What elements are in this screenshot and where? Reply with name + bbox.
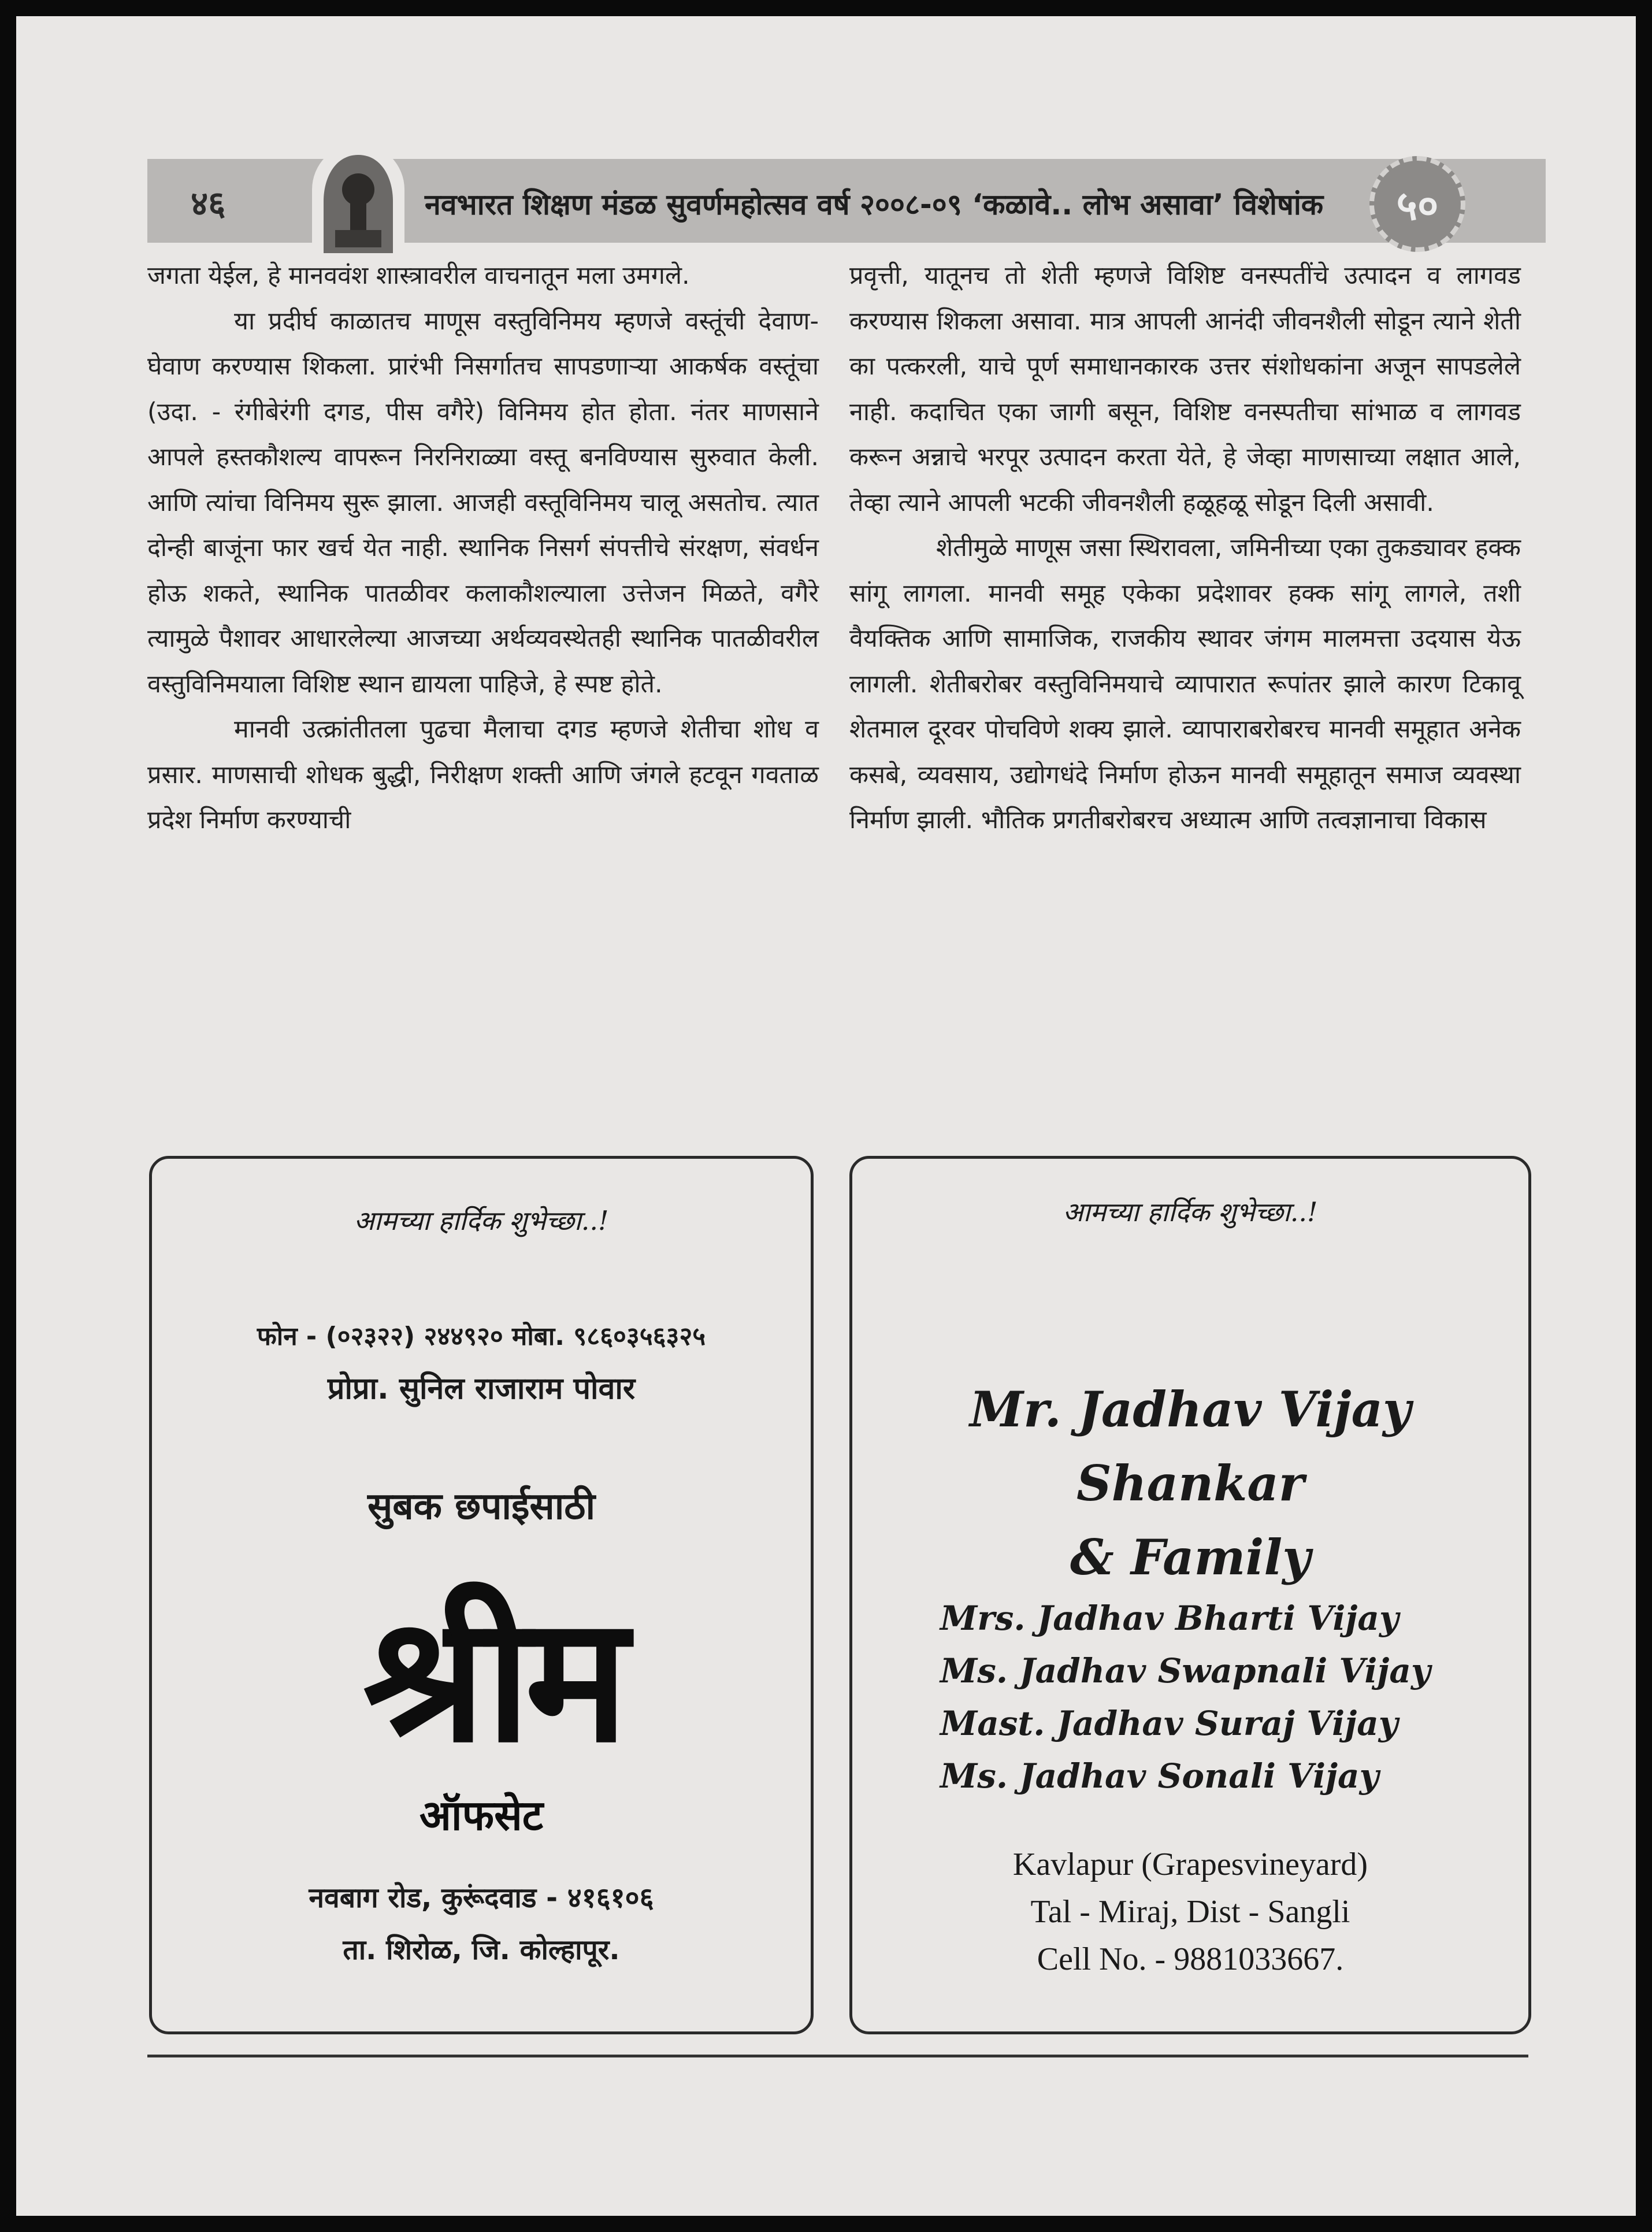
emblem-icon: [312, 143, 404, 259]
bottom-divider: [147, 2055, 1528, 2057]
family-heading-line2: & Family: [1070, 1529, 1311, 1586]
ad-greeting: आमच्या हार्दिक शुभेच्छा..!: [1063, 1196, 1318, 1228]
ad-greeting: आमच्या हार्दिक शुभेच्छा..!: [354, 1205, 609, 1236]
golden-jubilee-badge: ५०: [1369, 156, 1465, 252]
ad-address-line2: ता. शिरोळ, जि. कोल्हापूर.: [343, 1934, 620, 1966]
family-member: Mast. Jadhav Suraj Vijay: [940, 1704, 1398, 1743]
contact-phone: Cell No. - 9881033667.: [1037, 1941, 1344, 1977]
family-heading: [852, 1373, 1528, 1595]
ad-tagline: सुबक छपाईसाठी: [367, 1485, 596, 1528]
article-left-column: [147, 253, 819, 843]
family-member: Ms. Jadhav Sonali Vijay: [940, 1756, 1379, 1796]
advertisement-jadhav-family: [849, 1156, 1531, 2034]
shreem-logo: श्रीम: [363, 1577, 623, 1781]
contact-district: Tal - Miraj, Dist - Sangli: [1030, 1894, 1350, 1930]
article-paragraph: जगता येईल, हे मानववंश शास्त्रावरील वाचनातून मला उमगले.: [147, 261, 690, 290]
family-members: [940, 1592, 1431, 1803]
article-paragraph: शेतीमुळे माणूस जसा स्थिरावला, जमिनीच्या एका तुकड्यावर हक्क सांगू लागला. मानवी समूह एकेका प्रदेशावर हक्क सांगू लागले, तशी वैयक्तिक आणि सामाजिक, राजकीय स्थावर जंगम मालमत्ता उदयास येऊ लागली. शेतीबरोबर वस्तुविनिमयाचे व्यापारात रूपांतर झाले कारण टिकावू शेतमाल दूरवर पोचविणे शक्य झाले. व्यापाराबरोबरच मानवी समूहात अनेक कसबे, व्यवसाय, उद्योगधंदे निर्माण होऊन मानवी समूहातून समाज व्यवस्था निर्माण झाली. भौतिक प्रगतीबरोबरच अध्यात्म आणि तत्वज्ञानाचा विकास: [849, 533, 1521, 835]
article-paragraph: या प्रदीर्घ काळातच माणूस वस्तुविनिमय म्हणजे वस्तूंची देवाण-घेवाण करण्यास शिकला. प्रारंभी निसर्गातच सापडणाऱ्या आकर्षक वस्तूंचा (उदा. - रंगीबेरंगी दगड, पीस वगैरे) विनिमय होत होता. नंतर माणसाने आपले हस्तकौशल्य वापरून निरनिराळ्या वस्तू बनविण्यास सुरुवात केली. आणि त्यांचा विनिमय सुरू झाला. आजही वस्तूविनिमय चालू असतोच. त्यात दोन्ही बाजूंना फार खर्च येत नाही. स्थानिक निसर्ग संपत्तीचे संरक्षण, संवर्धन होऊ शकते, स्थानिक पातळीवर कलाकौशल्याला उत्तेजन मिळते, वगैरे त्यामुळे पैशावर आधारलेल्या आजच्या अर्थव्यवस्थेतही स्थानिक पातळीवरील वस्तुविनिमयाला विशिष्ट स्थान द्यायला पाहिजे, हे स्पष्ट होते.: [147, 306, 819, 699]
ad-proprietor: प्रोप्रा. सुनिल राजाराम पोवार: [327, 1371, 636, 1406]
article-paragraph: मानवी उत्क्रांतीतला पुढचा मैलाचा दगड म्हणजे शेतीचा शोध व प्रसार. माणसाची शोधक बुद्धी, निरीक्षण शक्ती आणि जंगले हटवून गवताळ प्रदेश निर्माण करण्याची: [147, 715, 819, 835]
family-member: Ms. Jadhav Swapnali Vijay: [940, 1651, 1431, 1690]
family-member: Mrs. Jadhav Bharti Vijay: [940, 1599, 1399, 1638]
family-heading-line1: Mr. Jadhav Vijay Shankar: [970, 1381, 1411, 1512]
contact-location: Kavlapur (Grapesvineyard): [1012, 1847, 1368, 1882]
header-title: नवभारत शिक्षण मंडळ सुवर्णमहोत्सव वर्ष २००८-०९ ‘कळावे.. लोभ असावा’ विशेषांक: [425, 188, 1324, 221]
page-number: ४६: [191, 184, 226, 223]
ad-address-line1: नवबाग रोड, कुरूंदवाड - ४१६१०६: [309, 1882, 654, 1914]
shreem-logo-subtext: ऑफसेट: [419, 1791, 544, 1840]
article-right-column: [849, 253, 1521, 843]
family-contact: [852, 1841, 1528, 1983]
ad-phone: फोन - (०२३२२) २४४९२० मोबा. ९८६०३५६३२५: [257, 1322, 706, 1351]
advertisement-offset-press: [149, 1156, 814, 2034]
article-paragraph: प्रवृत्ती, यातूनच तो शेती म्हणजे विशिष्ट वनस्पतींचे उत्पादन व लागवड करण्यास शिकला असावा. मात्र आपली आनंदी जीवनशैली सोडून त्याने शेती का पत्करली, याचे पूर्ण समाधानकारक उत्तर संशोधकांना अजून सापडलेले नाही. कदाचित एका जागी बसून, विशिष्ट वनस्पतीचा सांभाळ व लागवड करून अन्नाचे भरपूर उत्पादन करता येते, हे जेव्हा माणसाच्या लक्षात आले, तेव्हा त्याने आपली भटकी जीवनशैली हळूहळू सोडून दिली असावी.: [849, 261, 1521, 517]
